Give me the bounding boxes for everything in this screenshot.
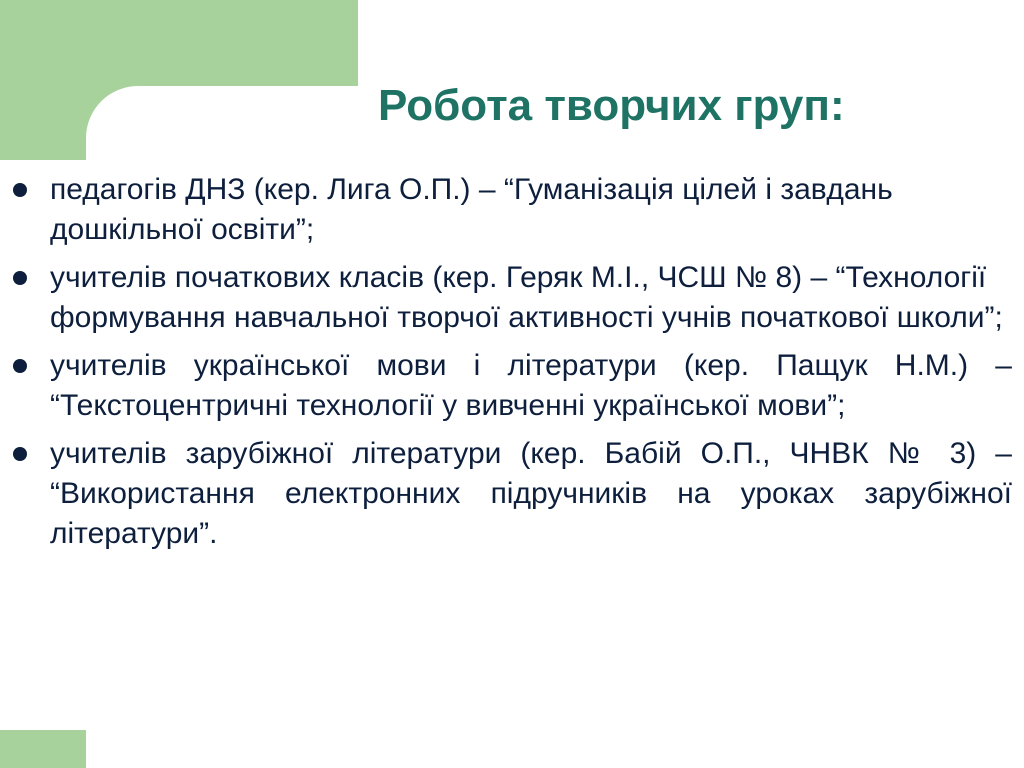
bullet-list	[0, 170, 1024, 562]
bullet-item-preschool	[0, 170, 1012, 250]
bullet-text: учителів української мови і літератури (кер. Пащук Н.М.) – “Текстоцентричні технології у вивченні української мови”;	[50, 349, 1012, 422]
bullet-text: педагогів ДНЗ (кер. Лига О.П.) – “Гуманізація цілей і завдань дошкільної освіти”;	[50, 173, 893, 246]
bullet-dot-icon	[13, 183, 27, 197]
bullet-item-ukrainian-language	[0, 346, 1012, 426]
bullet-item-primary-school	[0, 258, 1012, 338]
bullet-dot-icon	[13, 447, 27, 461]
bullet-item-foreign-literature	[0, 434, 1012, 554]
bullet-text: учителів початкових класів (кер. Геряк М.І., ЧСШ № 8) – “Технології формування навчальної творчої активності учнів початкової школи”;	[50, 261, 1003, 334]
slide-title: Робота творчих груп:	[378, 81, 845, 130]
bullet-text: учителів зарубіжної літератури (кер. Бабій О.П., ЧНВК № 3) – “Використання електронних підручників на уроках зарубіжної літератури”.	[50, 437, 1012, 550]
bullet-dot-icon	[13, 271, 27, 285]
decorative-green-block-bottom	[0, 730, 86, 768]
bullet-dot-icon	[13, 359, 27, 373]
decorative-green-block-top	[0, 0, 358, 160]
decorative-rounded-cutout	[86, 86, 358, 160]
